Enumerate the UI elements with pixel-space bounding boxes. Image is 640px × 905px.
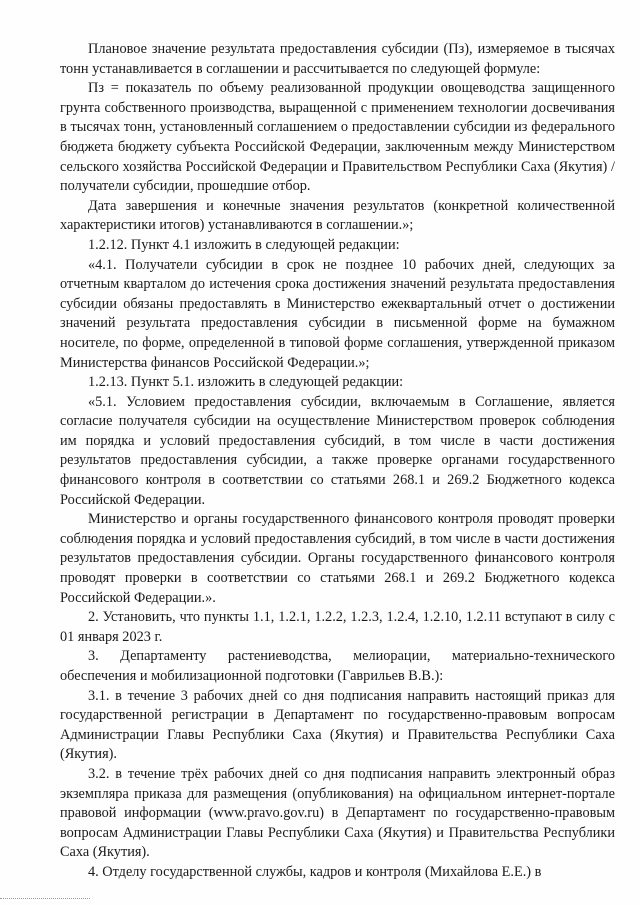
paragraph: 4. Отделу государственной службы, кадров и контроля (Михайлова Е.Е.) в (88, 863, 542, 880)
document-body (60, 40, 615, 883)
paragraph: Дата завершения и конечные значения результатов (конкретной количественной характеристики итогов) устанавливаются в соглашении.»; (60, 197, 615, 234)
paragraph: Пз = показатель по объему реализованной продукции овощеводства защищенного грунта собственного производства, выращенной с применением технологии досвечивания в тысячах тонн, установленный соглашением о предоставлении субсидии из федерального бюджета бюджету субъекта Российской Федерации, заключенным между Министерством сельского хозяйства Российской Федерации и Правительством Республики Саха (Якутия) / получатели субсидии, прошедшие отбор. (60, 80, 615, 195)
paragraph: 3. Департаменту растениеводства, мелиорации, материально-технического обеспечения и мобилизационной подготовки (Гаврильев В.В.): (60, 648, 615, 684)
paragraph: 2. Установить, что пункты 1.1, 1.2.1, 1.2.2, 1.2.3, 1.2.4, 1.2.10, 1.2.11 вступают в силу с 01 января 2023 г. (60, 609, 615, 645)
paragraph: 1.2.12. Пункт 4.1 изложить в следующей редакции: (88, 236, 400, 253)
paragraph: Плановое значение результата предоставления субсидии (Пз), измеряемое в тысячах тонн устанавливается в соглашении и рассчитывается по следующей формуле: (60, 41, 615, 77)
paragraph: «4.1. Получатели субсидии в срок не позднее 10 рабочих дней, следующих за отчетным кварталом до истечения срока достижения значений результата предоставления субсидии обязаны предоставлять в Министерство ежеквартальный отчет о достижении значений результата предоставления субсидии в письменной форме на бумажном носителе, по форме, определенной в типовой форме соглашения, утвержденной приказом Министерства финансов Российской Федерации.»; (60, 256, 615, 371)
paragraph: 1.2.13. Пункт 5.1. изложить в следующей редакции: (88, 374, 404, 391)
paragraph: 3.1. в течение 3 рабочих дней со дня подписания направить настоящий приказ для государственной регистрации в Департамент по государственно-правовым вопросам Администрации Главы Республики Саха (Якутия) и Правительства Республики Саха (Якутия). (60, 687, 615, 763)
paragraph: «5.1. Условием предоставления субсидии, включаемым в Соглашение, является согласие получателя субсидии на осуществление Министерством проверок соблюдения им порядка и условий предоставления субсидий, в том числе в части достижения результатов предоставления субсидии, а также проверке органами государственного финансового контроля в соответствии со статьями 268.1 и 269.2 Бюджетного кодекса Российской Федерации. (60, 393, 615, 508)
scan-artifact-dots (0, 895, 90, 899)
paragraph: 3.2. в течение трёх рабочих дней со дня подписания направить электронный образ экземпляра приказа для размещения (опубликования) на официальном интернет-портале правовой информации (www.pravo.gov.ru) в Департамент по государственно-правовым вопросам Администрации Главы Республики Саха (Якутия) и Правительства Республики Саха (Якутия). (60, 765, 615, 861)
paragraph: Министерство и органы государственного финансового контроля проводят проверки соблюдения порядка и условий предоставления субсидий, в том числе в части достижения результатов предоставления субсидии. Органы государственного финансового контроля проводят проверки в соответствии со статьями 268.1 и 269.2 Бюджетного кодекса Российской Федерации.». (60, 511, 615, 606)
